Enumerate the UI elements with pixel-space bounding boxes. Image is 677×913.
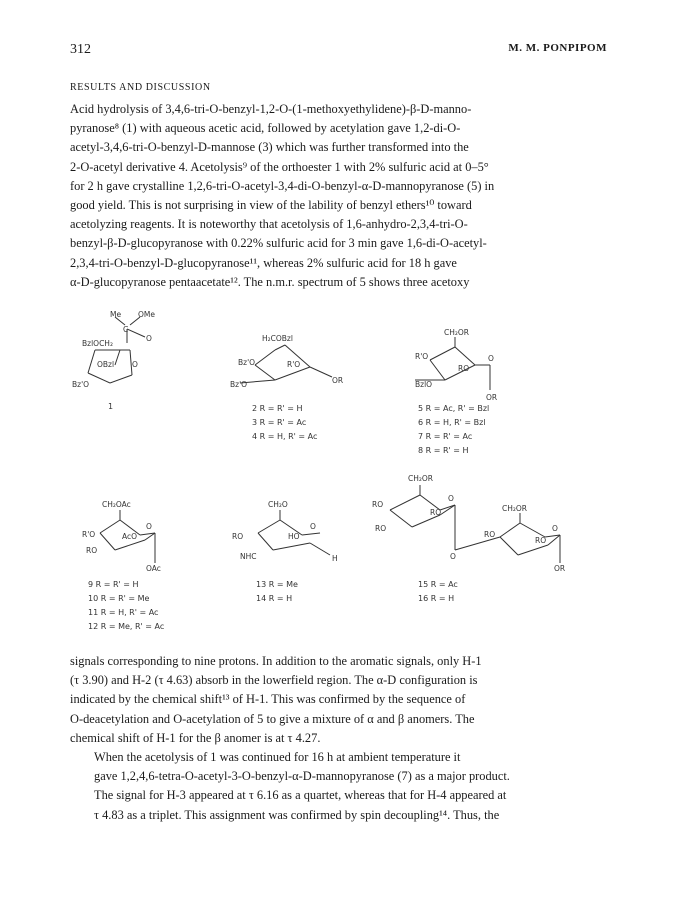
paragraph3-line: The signal for H-3 appeared at τ 6.16 as a quartet, whereas that for H-4 appeared at [94, 788, 507, 803]
s2-label-0: 2 R = R' = H [252, 404, 303, 413]
s2-bzlo-top: Bz'O [238, 358, 256, 367]
s1-c: C [123, 325, 129, 334]
paragraph-2 [70, 652, 610, 748]
structure-15 [390, 485, 560, 563]
s5-or: OR [486, 393, 498, 402]
s13-nhc: NHC [240, 552, 257, 561]
s15-label-1: 16 R = H [418, 594, 455, 603]
paragraph1-line: α-D-glucopyranose pentaacetate¹². The n.m.r. spectrum of 5 shows three acetoxy [70, 274, 470, 289]
s5-label-1: 6 R = H, R' = Bzl [418, 418, 486, 427]
s15-ch2or: CH₂OR [502, 504, 527, 513]
s13-rc: RO [232, 532, 244, 541]
s9-o: O [146, 522, 152, 531]
structure-1 [88, 317, 145, 383]
s2-r-o: R'O [287, 360, 301, 369]
s9-oac: OAc [146, 564, 161, 573]
paragraph2-line: indicated by the chemical shift¹³ of H-1. This was confirmed by the sequence of [70, 692, 466, 707]
s2-label-1: 3 R = R' = Ac [252, 418, 307, 427]
s15-o: O [552, 524, 558, 533]
s1-bzloch2: BzlOCH₂ [82, 339, 113, 348]
s5-ro: RO [458, 364, 470, 373]
compound-number-1: 1 [108, 402, 114, 411]
s9-aco: AcO [122, 532, 138, 541]
s9-ro: RO [86, 546, 98, 555]
s5-ch2or: CH₂OR [444, 328, 469, 337]
s9-label-2: 11 R = H, R' = Ac [88, 608, 159, 617]
paragraph2-line: signals corresponding to nine protons. In addition to the aromatic signals, only H-1 [70, 654, 482, 668]
paragraph3-line: gave 1,2,4,6-tetra-O-acetyl-3-O-benzyl-α-D-mannopyranose (7) as a major product. [94, 769, 510, 784]
s5-label-3: 8 R = R' = H [418, 446, 469, 455]
s15-ro-left: RO [372, 500, 384, 509]
paragraph1-line: 2,3,4-tri-O-benzyl-D-glucopyranose¹¹, whereas 2% sulfuric acid for 18 h gave [70, 255, 457, 270]
s15-o-top: O [448, 494, 454, 503]
paragraph-1 [70, 100, 610, 292]
paragraph1-line: acetyl-3,4,6-tri-O-benzyl-D-mannose (3) which was further transformed into the [70, 140, 469, 155]
s15-ro-r: RO [484, 530, 496, 539]
s9-label-1: 10 R = R' = Me [88, 594, 150, 603]
paragraph1-line: Acid hydrolysis of 3,4,6-tri-O-benzyl-1,2-O-(1-methoxyethylidene)-β-D-manno- [70, 102, 472, 116]
s1-o-ring: O [132, 360, 138, 369]
paragraph-3 [70, 748, 610, 825]
s5-bzlo: BzlO [415, 380, 433, 389]
s15-o-link: O [450, 552, 456, 561]
s5-o: O [488, 354, 494, 363]
s5-r-o: R'O [415, 352, 429, 361]
s2-h2cobzl: H₂COBzl [262, 334, 293, 343]
s15-ro-mid: RO [430, 508, 442, 517]
s1-ome: OMe [138, 310, 155, 319]
s13-ho: HO [288, 532, 300, 541]
section-heading: RESULTS AND DISCUSSION [70, 82, 211, 93]
paragraph1-line: benzyl-β-D-glucopyranose with 0.22% sulfuric acid for 3 min gave 1,6-di-O-acetyl- [70, 236, 487, 251]
s13-h: H [332, 554, 338, 563]
s9-label-3: 12 R = Me, R' = Ac [88, 622, 165, 631]
s1-bzlo: Bz'O [72, 380, 90, 389]
s9-r-o: R'O [82, 530, 96, 539]
paragraph1-line: acetolyzing reagents. It is noteworthy that acetolysis of 1,6-anhydro-2,3,4-tri-O- [70, 217, 468, 232]
page-number: 312 [70, 42, 91, 57]
s9-ch2oac: CH₂OAc [102, 500, 131, 509]
s15-ro-r2: RO [535, 536, 547, 545]
paragraph1-line: good yield. This is not surprising in view of the lability of benzyl ethers¹⁰ toward [70, 198, 472, 213]
paragraph1-line: pyranose⁸ (1) with aqueous acetic acid, followed by acetylation gave 1,2-di-O- [70, 121, 461, 136]
paragraph2-line: O-deacetylation and O-acetylation of 5 to give a mixture of α and β anomers. The [70, 711, 475, 726]
s15-or: OR [554, 564, 566, 573]
s15-ro-left2: RO [375, 524, 387, 533]
running-header-author: M. M. PONPIPOM [508, 42, 607, 54]
paragraph2-line: chemical shift of H-1 for the β anomer is at τ 4.27. [70, 730, 321, 745]
s5-label-0: 5 R = Ac, R' = Bzl [418, 404, 490, 413]
s13-o: O [310, 522, 316, 531]
paragraph1-line: for 2 h gave crystalline 1,2,6-tri-O-acetyl-3,4-di-O-benzyl-α-D-mannopyranose (5) in [70, 178, 495, 193]
s2-bzlo-bot: Bz'O [230, 380, 248, 389]
s13-ch2o: CH₂O [268, 500, 288, 509]
s15-label-0: 15 R = Ac [418, 580, 458, 589]
chemical-structures-figure [70, 305, 630, 645]
s5-label-2: 7 R = R' = Ac [418, 432, 473, 441]
paragraph1-line: 2-O-acetyl derivative 4. Acetolysis⁹ of the orthoester 1 with 2% sulfuric acid at 0–5° [70, 159, 489, 174]
paragraph3-line: When the acetolysis of 1 was continued for 16 h at ambient temperature it [94, 750, 461, 764]
s2-or: OR [332, 376, 344, 385]
s1-me: Me [110, 310, 122, 319]
s15-ch2or-top: CH₂OR [408, 474, 433, 483]
s13-label-0: 13 R = Me [256, 580, 298, 589]
s2-label-2: 4 R = H, R' = Ac [252, 432, 318, 441]
s1-obzl: OBzl [97, 360, 115, 369]
s13-label-1: 14 R = H [256, 594, 293, 603]
s9-label-0: 9 R = R' = H [88, 580, 139, 589]
paragraph3-line: τ 4.83 as a triplet. This assignment was confirmed by spin decoupling¹⁴. Thus, the [94, 807, 500, 822]
s1-o-top: O [146, 334, 152, 343]
paragraph2-line: (τ 3.90) and H-2 (τ 4.63) absorb in the lowerfield region. The α-D configuration is [70, 673, 478, 688]
